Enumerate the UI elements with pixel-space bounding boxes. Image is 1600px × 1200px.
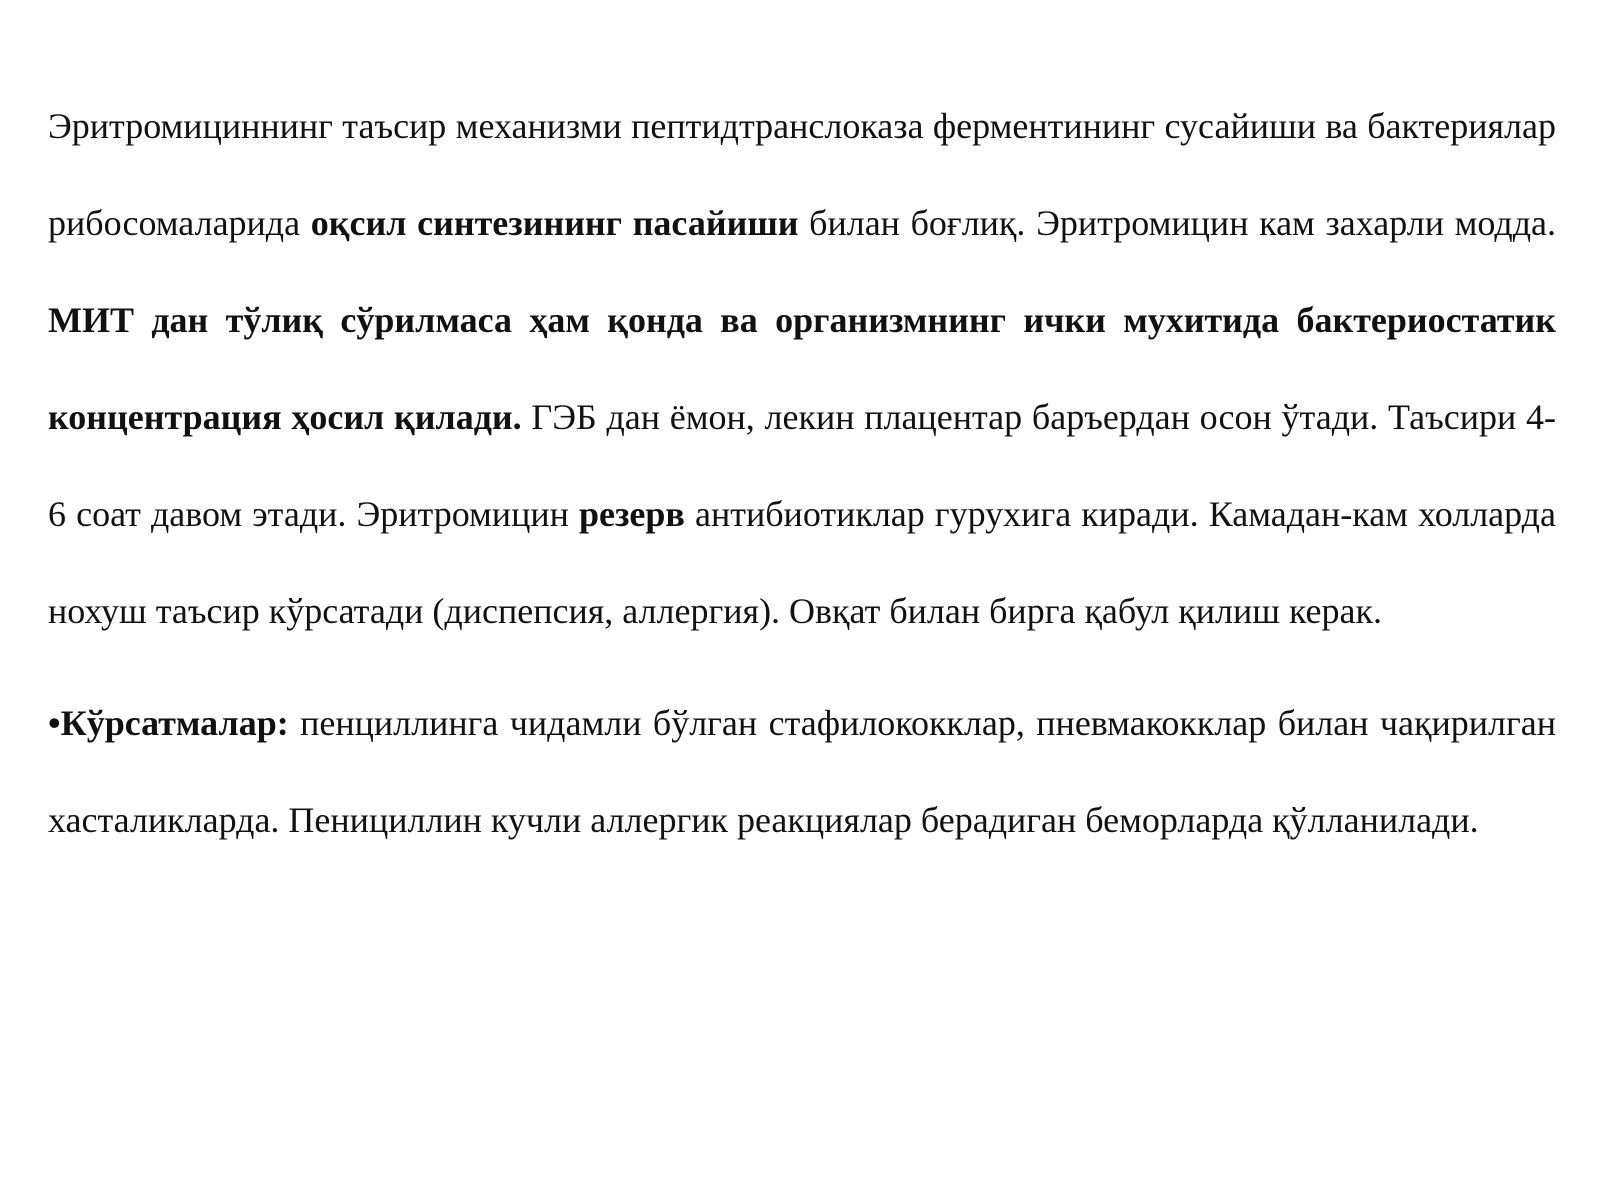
indications-label: Кўрсатмалар:	[60, 703, 289, 743]
indications-text: пенциллинга чидамли бўлган стафилококклар, пневмакокклар билан чақирилган хасталикларда. Пенициллин кучли аллергик реакциялар берадиган беморларда қўлланилади.	[48, 703, 1556, 840]
reserve-emphasis: резерв	[578, 494, 685, 534]
distribution-text: ГЭБ дан ёмон, лекин плацентар баръердан осон ўтади. Таъсири 4-6 соат давом этади. Эритромицин	[48, 397, 1557, 534]
erythromycin-mechanism-paragraph	[48, 78, 1556, 660]
mechanism-text-1: Эритромициннинг таъсир механизми пептидтранслоказа ферментининг сусайиши ва бактериялар рибосомаларида	[48, 106, 1556, 243]
slide-text-body	[48, 78, 1556, 869]
indications-paragraph	[48, 675, 1556, 869]
side-effects-text: антибиотиклар гурухига киради. Камадан-кам холларда нохуш таъсир кўрсатади (диспепсия, аллергия). Овқат билан бирга қабул қилиш керак.	[48, 494, 1556, 631]
absorption-emphasis: МИТ дан тўлиқ сўрилмаса ҳам қонда ва организмнинг ички мухитида бактериостатик концентрация ҳосил қилади.	[48, 300, 1556, 437]
bullet-marker: •	[48, 703, 61, 743]
protein-synthesis-emphasis: оқсил синтезининг пасайиши	[310, 203, 799, 243]
toxicity-text: билан боғлиқ. Эритромицин кам захарли модда.	[798, 203, 1556, 243]
